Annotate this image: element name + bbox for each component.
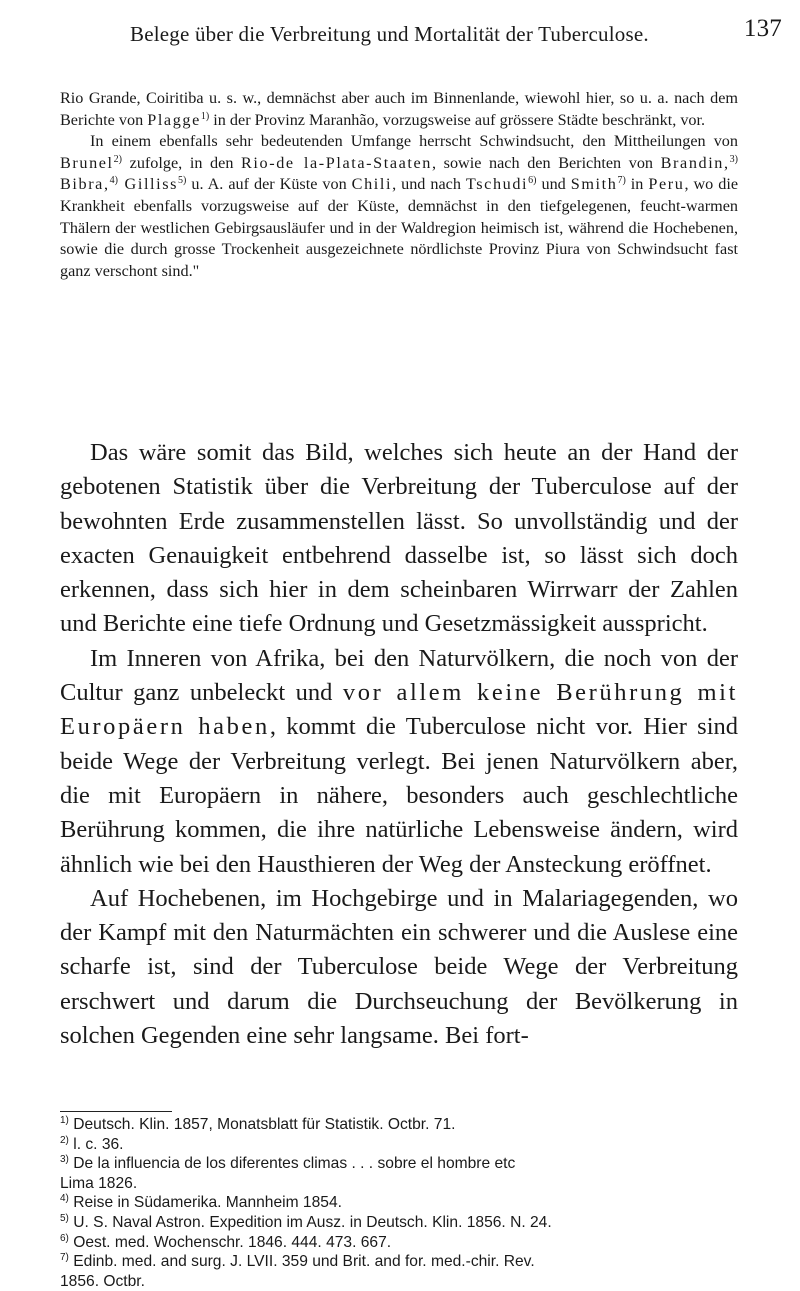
emphasis: vor allem keine Berührung mit Europäern haben [60, 679, 738, 741]
footnote-3: $^{3)}$ De la influencia de los diferentes climas . . . sobre el hombre etc [60, 1154, 516, 1173]
main-text [60, 436, 738, 1053]
footnote-5: $^{5)}$ U. S. Naval Astron. Expedition im Ausz. in Deutsch. Klin. 1856. N. 24. [60, 1212, 552, 1231]
footnote-ref: 5) [178, 175, 187, 187]
place-name: Rio-de la-Plata-Staaten [241, 153, 432, 172]
place-name: Chili [351, 175, 393, 194]
footnote-6: $^{6)}$ Oest. med. Wochenschr. 1846. 444. 473. 667. [60, 1232, 392, 1251]
footnote-ref: 3) [729, 153, 738, 165]
quoted-paragraph-1: Rio Grande, Coiritiba u. s. w., demnächst aber auch im Binnenlande, wiewohl hier, so u. a. nach dem Berichte von Plagge$^{1)}$ in der Provinz Maranhão, vorzugsweise auf grössere Städte beschränkt, vor. [60, 89, 738, 129]
footnote-2: $^{2)}$ l. c. 36. [60, 1134, 124, 1153]
footnote-ref: 4) [109, 175, 118, 187]
main-paragraph-2: Im Inneren von Afrika, bei den Naturvölkern, die noch von der Cultur ganz unbeleckt und vor allem keine Berührung mit Europäern haben, kommt die Tuberculose nicht vor. Hier sind beide Wege der Verbreitung verlegt. Bei jenen Naturvölkern aber, die mit Europäern in nähere, besonders auch geschlechtliche Berührung kommen, die ihre natürliche Lebensweise ändern, wird ähnlich wie bei den Hausthieren der Weg der Ansteckung eröffnet. [60, 644, 739, 878]
running-title: Belege über die Verbreitung und Mortalität der Tuberculose. [130, 22, 649, 46]
footnote-ref: 2) [113, 153, 123, 165]
author-name: Plagge [147, 110, 201, 129]
author-name: Bibra, [60, 175, 110, 194]
quoted-passage [60, 88, 738, 282]
author-name: Tschudi [465, 175, 529, 194]
footnotes [60, 1115, 738, 1291]
footnote-4: $^{4)}$ Reise in Südamerika. Mannheim 1854. [60, 1193, 342, 1212]
footnote-1: $^{1)}$ Deutsch. Klin. 1857, Monatsblatt für Statistik. Octbr. 71. [60, 1115, 456, 1133]
quoted-paragraph-2: In einem ebenfalls sehr bedeutenden Umfange herrscht Schwindsucht, den Mittheilungen von Brunel$^{2)}$ zufolge, in den Rio-de la-Plata-Staaten, sowie nach den Berichten von Brandin,$^{3)}$ Bibra,$^{4)}$ Gilliss$^{5)}$ u. A. auf der Küste von Chili, und nach Tschudi$^{6)}$ und Smith$^{7)}$ in Peru, wo die Krankheit ebenfalls vorzugsweise auf der Küste, demnächst in den tiefgelegenen, feucht-warmen Thälern der westlichen Gebirgsausläufer und in der Waldregion heimisch ist, während die Hochebenen, sowie die durch grosse Trockenheit ausgezeichnete nördlichste Provinz Piura von Schwindsucht fast ganz verschont sind." [60, 132, 739, 280]
footnote-7: $^{7)}$ Edinb. med. and surg. J. LVII. 359 und Brit. and for. med.-chir. Rev. [60, 1252, 535, 1271]
running-header [100, 10, 782, 50]
author-name: Gilliss [117, 175, 179, 194]
footnote-divider [60, 1111, 172, 1112]
author-name: Brunel [60, 153, 114, 172]
author-name: Brandin, [660, 153, 730, 172]
footnote-ref: 6) [528, 175, 537, 187]
author-name: Smith [570, 175, 618, 194]
main-paragraph-3: Auf Hochebenen, im Hochgebirge und in Malariagegenden, wo der Kampf mit den Naturmächten ein schwerer und die Auslese eine scharfe ist, sind der Tuberculose beide Wege der Verbreitung erschwert und darum die Durchseuchung der Bevölkerung in solchen Gegenden eine sehr langsame. Bei fort- [60, 884, 738, 1050]
footnote-3-cont: Lima 1826. [60, 1174, 138, 1192]
footnote-7-cont: 1856. Octbr. [60, 1272, 145, 1290]
main-paragraph-1: Das wäre somit das Bild, welches sich heute an der Hand der gebotenen Statistik über die Verbreitung der Tuberculose auf der bewohnten Erde zusammenstellen lässt. So unvollständig und der exacten Genauigkeit entbehrend dasselbe ist, so lässt sich doch erkennen, dass sich hier in dem scheinbaren Wirrwarr der Zahlen und Berichte eine tiefe Ordnung und Gesetzmässigkeit ausspricht. [60, 439, 738, 638]
footnote-ref: 1) [200, 110, 210, 122]
page-number: 137 [743, 15, 782, 42]
place-name: Peru [648, 175, 685, 194]
footnote-ref: 7) [617, 175, 626, 187]
